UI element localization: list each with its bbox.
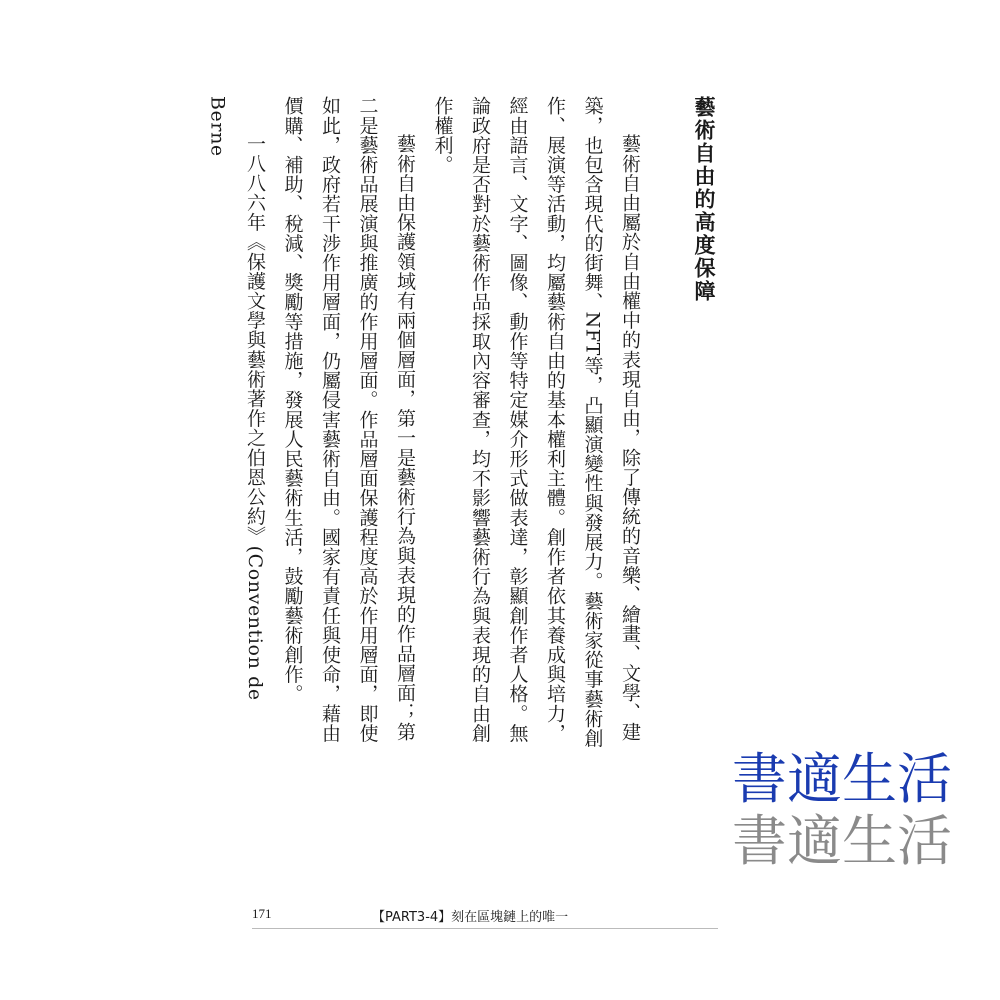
paragraph-1: 藝術自由屬於自由權中的表現自由，除了傳統的音樂、繪畫、文學、建築，也包含現代的街舞、NFT等，凸顯演變性與發展力。藝術家從事藝術創作、展演等活動，均屬藝術自由的基本權利主體。創作者依其養成與培力，經由語言、文字、圖像、動作等特定媒介形式做表達，彰顯創作者人格。無論政府是否對於藝術作品採取內容審查，均不影響藝術行為與表現的自由創作權利。 [431, 96, 641, 748]
section-title: 藝術自由的高度保障 [692, 96, 716, 303]
watermark-line-blue: 書適生活 [732, 747, 953, 811]
page-footer [252, 906, 718, 929]
paragraph-3: 一八八六年《保護文學與藝術著作之伯恩公約》(Convention de Berne [206, 96, 266, 701]
watermark-line-gray: 書適生活 [732, 809, 953, 873]
body-text [206, 96, 648, 756]
running-head: 【PART3-4】刻在區塊鏈上的唯一 [372, 910, 569, 925]
paragraph-2: 藝術自由保護領域有兩個層面，第一是藝術行為與表現的作品層面；第二是藝術品展演與推廣的作用層面。作品層面保護程度高於作用層面，即使如此，政府若干涉作用層面，仍屬侵害藝術自由。國家有責任與使命，藉由價購、補助、稅減、獎勵等措施，發展人民藝術生活，鼓勵藝術創作。 [281, 96, 416, 743]
watermark [732, 748, 952, 872]
page-number: 171 [252, 906, 272, 921]
